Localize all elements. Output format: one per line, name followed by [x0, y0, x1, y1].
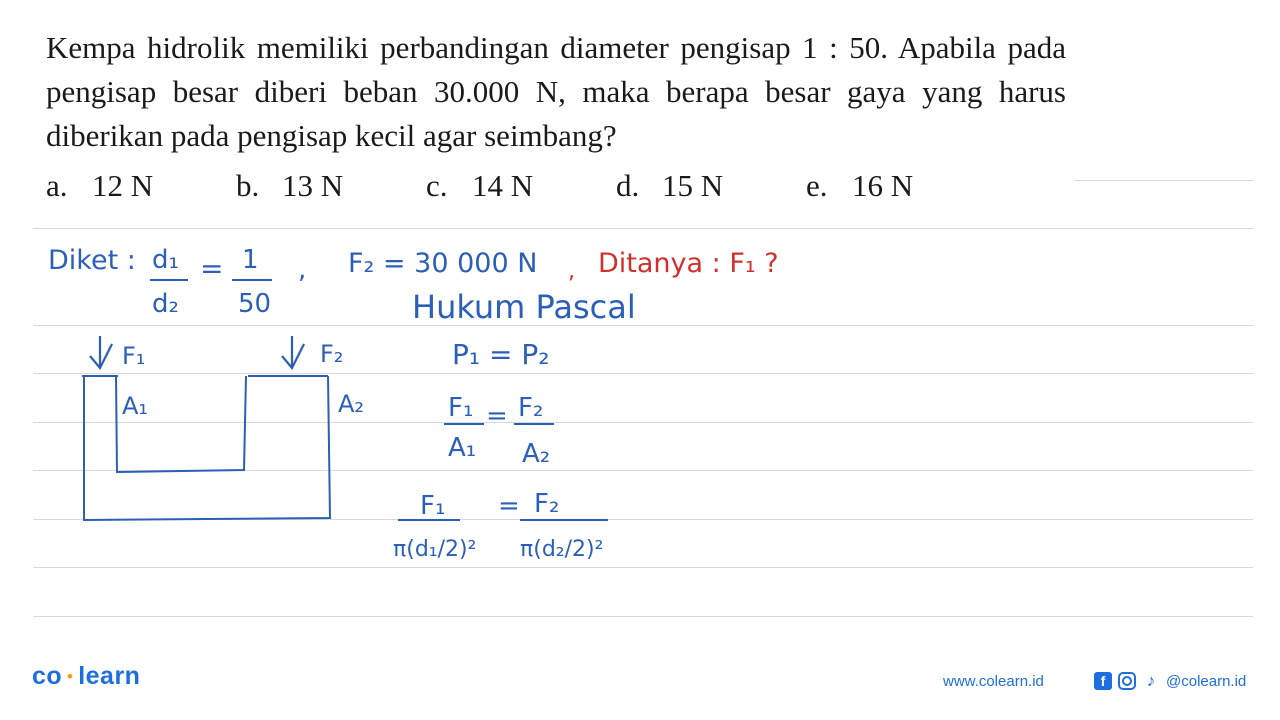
hydraulic-press-diagram: [82, 376, 330, 520]
comma: ,: [298, 255, 307, 285]
arrow-down-icon: [282, 336, 304, 368]
law-title: Hukum Pascal: [412, 288, 636, 326]
website-link[interactable]: www.colearn.id: [943, 673, 1044, 690]
option-value: 12 N: [92, 168, 154, 203]
colearn-logo: co • learn: [32, 662, 141, 690]
f2-given: F₂ = 30 000 N: [348, 248, 538, 279]
question-text: Kempa hidrolik memiliki perbandingan diameter pengisap 1 : 50. Apabila pada pengisap besar diberi beban 30.000 N, maka berapa besar gaya yang harus diberikan pada pengisap kecil agar seimbang?: [46, 30, 1066, 153]
option-value: 14 N: [472, 168, 534, 203]
eq2-left-denominator: A₁: [448, 433, 477, 463]
equation-pressure: P₁ = P₂: [452, 338, 550, 371]
option-letter: e.: [806, 168, 828, 203]
a1-label: A₁: [122, 392, 149, 420]
eq3-right-denominator: π(d₂/2)²: [520, 537, 604, 562]
option-value: 13 N: [282, 168, 344, 203]
arrow-down-icon: [90, 336, 112, 368]
a2-label: A₂: [338, 390, 365, 418]
equals-sign: =: [200, 252, 224, 285]
option-value: 15 N: [662, 168, 724, 203]
option-value: 16 N: [852, 168, 914, 203]
facebook-icon[interactable]: f: [1094, 672, 1112, 690]
option-letter: b.: [236, 168, 260, 203]
eq3-left-numerator: F₁: [420, 491, 446, 521]
comma: ,: [568, 259, 575, 284]
diket-label: Diket :: [48, 245, 136, 276]
ratio-denominator: d₂: [152, 289, 179, 319]
f2-label: F₂: [320, 340, 344, 368]
option-letter: d.: [616, 168, 640, 203]
eq3-right-numerator: F₂: [534, 489, 560, 519]
ditanya-label: Ditanya : F₁ ?: [598, 248, 779, 279]
option-letter: c.: [426, 168, 448, 203]
equals-sign: =: [498, 491, 520, 521]
ratio-numerator: d₁: [152, 245, 179, 275]
ratio-value-numerator: 1: [242, 245, 259, 275]
option-letter: a.: [46, 168, 68, 203]
equals-sign: =: [486, 401, 508, 431]
eq2-right-denominator: A₂: [522, 439, 551, 469]
social-links: [1094, 669, 1246, 693]
eq2-right-numerator: F₂: [518, 393, 544, 423]
instagram-icon[interactable]: [1118, 672, 1136, 690]
f1-label: F₁: [122, 342, 146, 370]
eq2-left-numerator: F₁: [448, 393, 474, 423]
social-handle[interactable]: @colearn.id: [1166, 672, 1247, 690]
tiktok-icon[interactable]: ♪: [1146, 671, 1156, 690]
eq3-left-denominator: π(d₁/2)²: [393, 537, 477, 562]
ratio-value-denominator: 50: [238, 289, 272, 319]
